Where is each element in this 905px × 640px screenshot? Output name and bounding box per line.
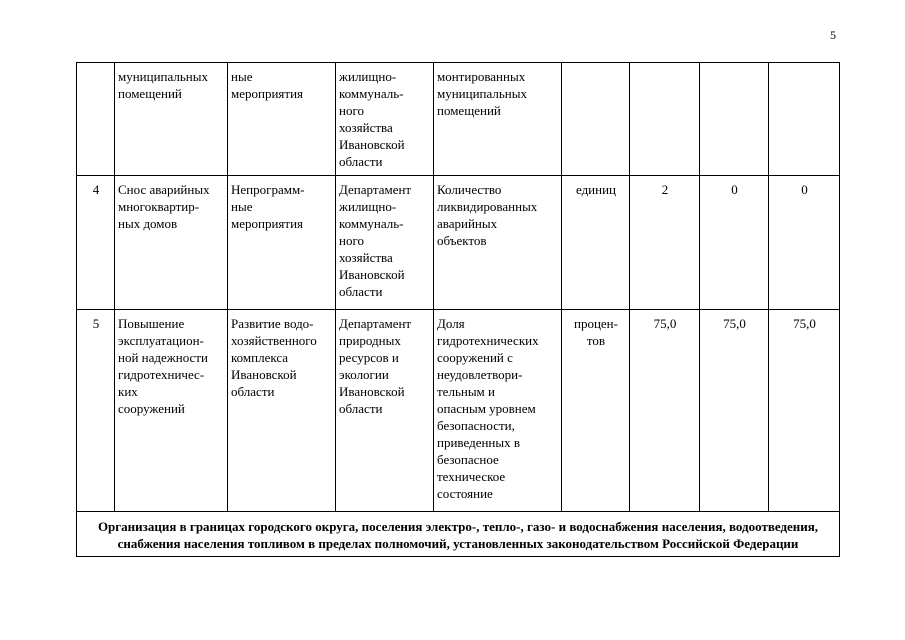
row-number: 5 [77,310,115,512]
measure-type: Непрограмм- ные мероприятия [228,176,336,310]
executor: Департамент природных ресурсов и экологии Ивановской области [336,310,434,512]
row-number: 4 [77,176,115,310]
value-year-3: 0 [769,176,840,310]
row-number [77,63,115,176]
value-year-3: 75,0 [769,310,840,512]
value-year-2: 75,0 [700,310,769,512]
section-heading: Организация в границах городского округа, поселения электро-, тепло-, газо- и водоснабжения населения, водоотведения, снабжения населения топливом в пределах полномочий, установленных законодательством Российской Федерации [77,512,840,557]
executor: жилищно- коммуналь- ного хозяйства Ивановской области [336,63,434,176]
table-row [77,176,840,310]
unit [562,63,630,176]
indicator: Доля гидротехнических сооружений с неудовлетвори- тельным и опасным уровнем безопасности, приведенных в безопасное техническое состояние [434,310,562,512]
measure-name: муниципальных помещений [115,63,228,176]
value-year-1 [630,63,700,176]
value-year-1: 2 [630,176,700,310]
program-table [76,62,840,557]
unit: единиц [562,176,630,310]
measure-type: ные мероприятия [228,63,336,176]
value-year-1: 75,0 [630,310,700,512]
indicator: Количество ликвидированных аварийных объектов [434,176,562,310]
page-number: 5 [830,28,836,42]
section-heading-row [77,512,840,557]
value-year-2: 0 [700,176,769,310]
table-row [77,310,840,512]
indicator: монтированных муниципальных помещений [434,63,562,176]
value-year-3 [769,63,840,176]
executor: Департамент жилищно- коммуналь- ного хозяйства Ивановской области [336,176,434,310]
measure-name: Снос аварийных многоквартир- ных домов [115,176,228,310]
table-row [77,63,840,176]
value-year-2 [700,63,769,176]
measure-name: Повышение эксплуатацион- ной надежности гидротехничес- ких сооружений [115,310,228,512]
unit: процен- тов [562,310,630,512]
measure-type: Развитие водо- хозяйственного комплекса Ивановской области [228,310,336,512]
